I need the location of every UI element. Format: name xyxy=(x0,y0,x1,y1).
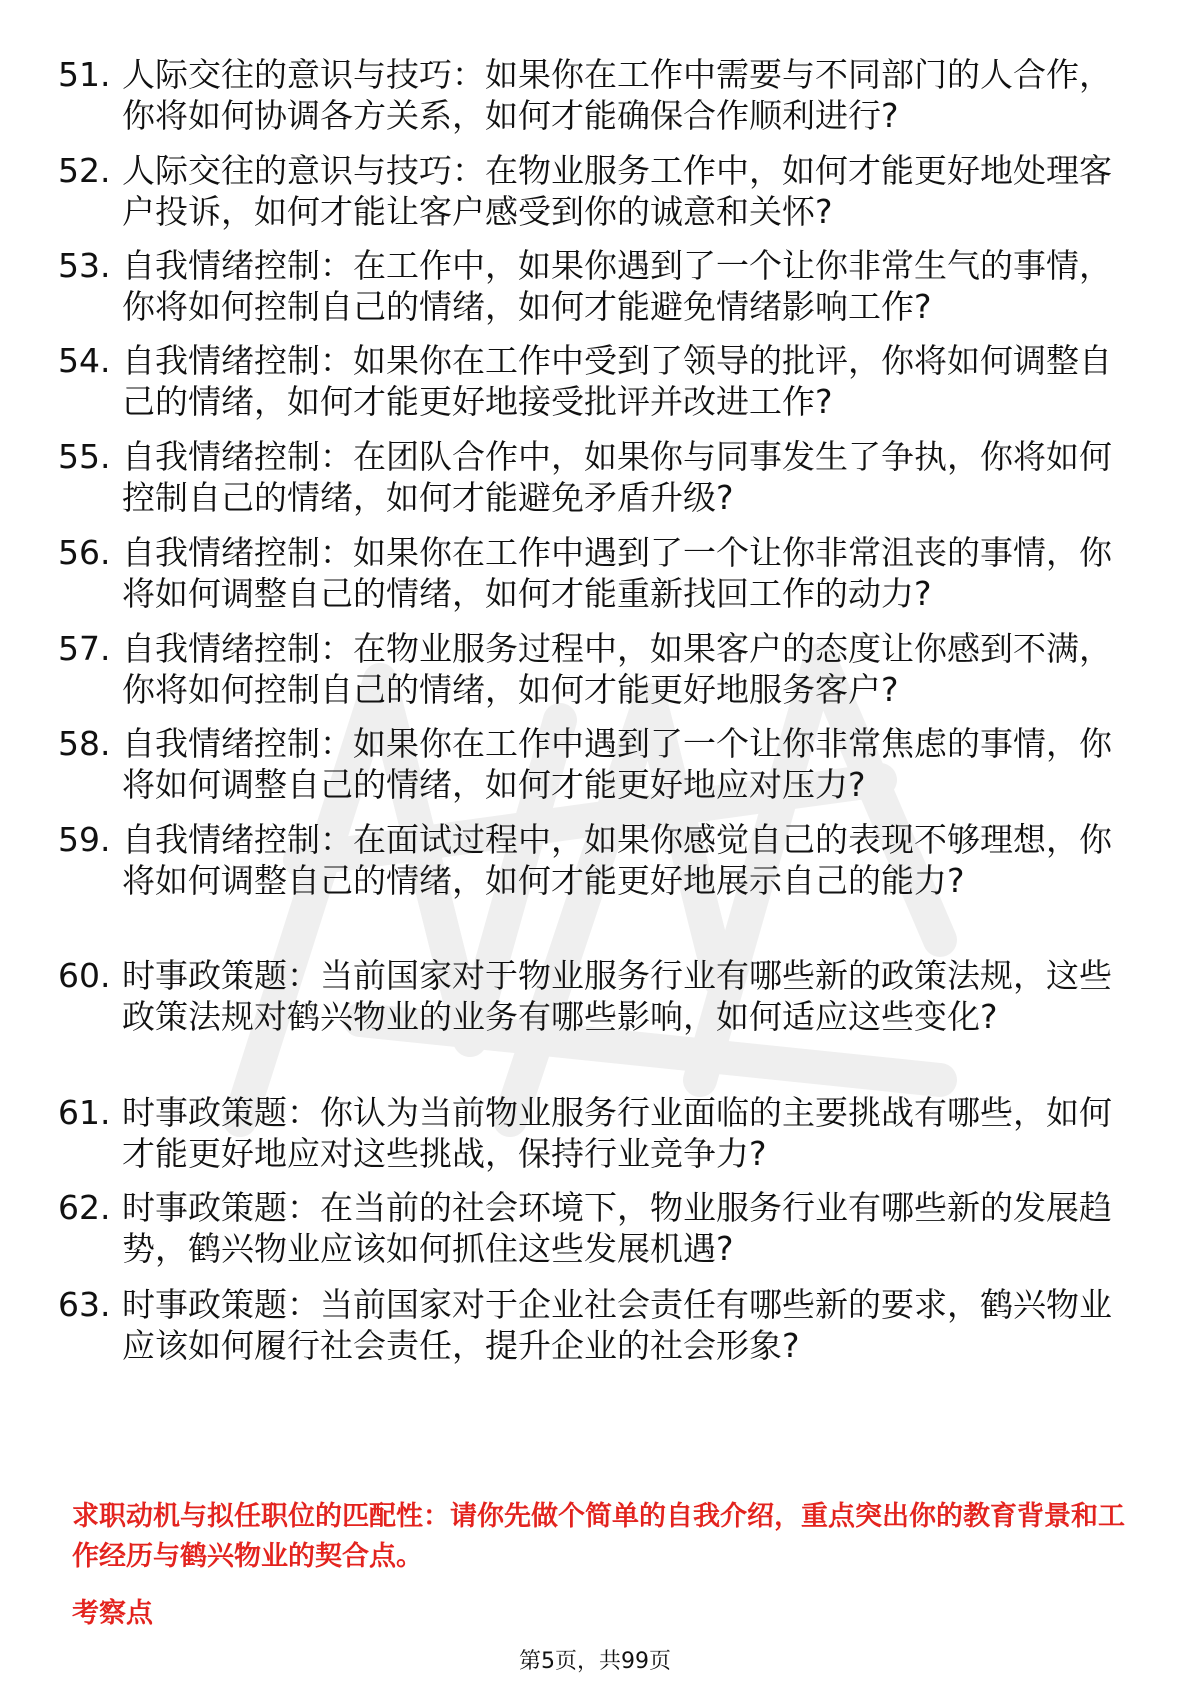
question-number: 51. xyxy=(58,55,111,94)
question-text: 时事政策题：你认为当前物业服务行业面临的主要挑战有哪些，如何才能更好地应对这些挑战，保持行业竞争力? xyxy=(122,1093,1112,1173)
question-text: 时事政策题：当前国家对于企业社会责任有哪些新的要求，鹤兴物业应该如何履行社会责任，提升企业的社会形象? xyxy=(122,1285,1112,1365)
question-number: 52. xyxy=(58,151,111,190)
question-number: 57. xyxy=(58,629,111,668)
question-text: 自我情绪控制：在工作中，如果你遇到了一个让你非常生气的事情，你将如何控制自己的情绪，如何才能避免情绪影响工作? xyxy=(122,246,1112,326)
question-item xyxy=(58,245,1138,327)
question-text: 自我情绪控制：在面试过程中，如果你感觉自己的表现不够理想，你将如何调整自己的情绪，如何才能更好地展示自己的能力? xyxy=(122,820,1112,900)
question-item xyxy=(58,1284,1138,1366)
question-number: 58. xyxy=(58,724,111,763)
question-number: 59. xyxy=(58,820,111,859)
question-text: 自我情绪控制：如果你在工作中遇到了一个让你非常焦虑的事情，你将如何调整自己的情绪，如何才能更好地应对压力? xyxy=(122,724,1112,804)
question-item xyxy=(58,1187,1138,1269)
question-text: 时事政策题：在当前的社会环境下，物业服务行业有哪些新的发展趋势，鹤兴物业应该如何抓住这些发展机遇? xyxy=(122,1188,1112,1268)
section-label: 考察点 xyxy=(72,1598,153,1629)
question-text: 自我情绪控制：在物业服务过程中，如果客户的态度让你感到不满，你将如何控制自己的情绪，如何才能更好地服务客户? xyxy=(122,629,1112,709)
question-text: 时事政策题：当前国家对于物业服务行业有哪些新的政策法规，这些政策法规对鹤兴物业的业务有哪些影响，如何适应这些变化? xyxy=(122,956,1112,1036)
question-number: 63. xyxy=(58,1285,111,1324)
question-number: 60. xyxy=(58,956,111,995)
question-text: 自我情绪控制：在团队合作中，如果你与同事发生了争执，你将如何控制自己的情绪，如何才能避免矛盾升级? xyxy=(122,437,1112,517)
question-text: 人际交往的意识与技巧：在物业服务工作中，如何才能更好地处理客户投诉，如何才能让客户感受到你的诚意和关怀? xyxy=(122,151,1112,231)
question-text: 自我情绪控制：如果你在工作中遇到了一个让你非常沮丧的事情，你将如何调整自己的情绪，如何才能重新找回工作的动力? xyxy=(122,533,1112,613)
question-number: 62. xyxy=(58,1188,111,1227)
question-item xyxy=(58,54,1138,136)
question-text: 自我情绪控制：如果你在工作中受到了领导的批评，你将如何调整自己的情绪，如何才能更好地接受批评并改进工作? xyxy=(122,341,1112,421)
highlight-question: 求职动机与拟任职位的匹配性：请你先做个简单的自我介绍，重点突出你的教育背景和工作经历与鹤兴物业的契合点。 xyxy=(72,1501,1125,1572)
page-footer: 第5页，共99页 xyxy=(519,1649,671,1674)
question-item xyxy=(58,955,1138,1037)
question-item xyxy=(58,532,1138,614)
question-number: 55. xyxy=(58,437,111,476)
question-item xyxy=(58,150,1138,232)
question-item xyxy=(58,723,1138,805)
question-item xyxy=(58,1092,1138,1174)
question-item xyxy=(58,628,1138,710)
question-item xyxy=(58,340,1138,422)
question-number: 61. xyxy=(58,1093,111,1132)
question-number: 53. xyxy=(58,246,111,285)
question-item xyxy=(58,436,1138,518)
question-text: 人际交往的意识与技巧：如果你在工作中需要与不同部门的人合作，你将如何协调各方关系，如何才能确保合作顺利进行? xyxy=(122,55,1112,135)
question-item xyxy=(58,819,1138,901)
question-number: 56. xyxy=(58,533,111,572)
question-number: 54. xyxy=(58,341,111,380)
